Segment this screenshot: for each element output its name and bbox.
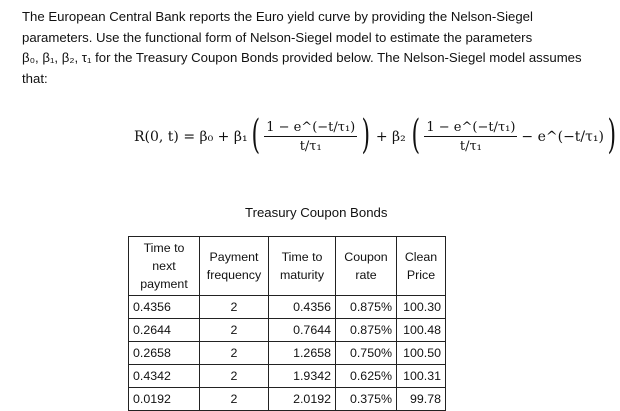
header-coupon-rate: Coupon rate xyxy=(336,237,397,296)
table-caption: Treasury Coupon Bonds xyxy=(245,205,388,220)
left-paren-2: ( xyxy=(411,112,420,158)
right-paren-2: ) xyxy=(607,112,617,158)
text-line-2: parameters. Use the functional form of Nelson-Siegel model to estimate the parameters xyxy=(22,29,533,45)
left-paren: ( xyxy=(251,112,260,158)
cell-next-payment: 0.4356 xyxy=(129,296,200,319)
table-row xyxy=(129,319,446,342)
table-header-row xyxy=(129,237,446,296)
fraction-denominator-2: t/τ₁ xyxy=(459,139,482,154)
formula-lhs: R(0, t) = β₀ + β₁ xyxy=(134,129,248,145)
text-line-1: The European Central Bank reports the Euro yield curve by providing the Nelson-Siegel xyxy=(22,9,533,24)
cell-price: 100.30 xyxy=(397,296,446,319)
cell-maturity: 1.2658 xyxy=(269,342,336,365)
cell-frequency: 2 xyxy=(200,365,269,388)
problem-text xyxy=(22,7,607,89)
text-line-4: that: xyxy=(22,70,48,86)
bonds-table xyxy=(128,236,446,411)
cell-coupon: 0.625% xyxy=(336,365,397,388)
cell-price: 100.50 xyxy=(397,342,446,365)
cell-next-payment: 0.2644 xyxy=(129,319,200,342)
cell-coupon: 0.375% xyxy=(336,388,397,411)
nelson-siegel-formula xyxy=(134,112,620,162)
cell-frequency: 2 xyxy=(200,319,269,342)
header-payment-frequency: Payment frequency xyxy=(200,237,269,296)
cell-maturity: 0.7644 xyxy=(269,319,336,342)
text-line-3: β₀, β₁, β₂, τ₁ for the Treasury Coupon Bonds provided below. The Nelson-Siegel model assumes xyxy=(22,50,582,65)
cell-coupon: 0.875% xyxy=(336,319,397,342)
table-row xyxy=(129,388,446,411)
cell-price: 99.78 xyxy=(397,388,446,411)
cell-frequency: 2 xyxy=(200,296,269,319)
cell-coupon: 0.750% xyxy=(336,342,397,365)
cell-frequency: 2 xyxy=(200,388,269,411)
right-paren: ) xyxy=(361,112,371,158)
cell-next-payment: 0.2658 xyxy=(129,342,200,365)
formula-beta2: + β₂ xyxy=(375,129,406,145)
formula-fraction-1 xyxy=(264,120,357,154)
cell-next-payment: 0.4342 xyxy=(129,365,200,388)
cell-maturity: 2.0192 xyxy=(269,388,336,411)
fraction-numerator: 1 − e^(−t/τ₁) xyxy=(266,120,356,135)
table-row xyxy=(129,365,446,388)
header-clean-price: Clean Price xyxy=(397,237,446,296)
fraction-denominator: t/τ₁ xyxy=(299,139,322,154)
cell-price: 100.31 xyxy=(397,365,446,388)
cell-price: 100.48 xyxy=(397,319,446,342)
fraction-numerator-2: 1 − e^(−t/τ₁) xyxy=(426,120,516,135)
header-time-to-next-payment: Time to next payment xyxy=(129,237,200,296)
cell-maturity: 1.9342 xyxy=(269,365,336,388)
formula-fraction-2 xyxy=(424,120,517,154)
cell-coupon: 0.875% xyxy=(336,296,397,319)
cell-frequency: 2 xyxy=(200,342,269,365)
header-time-to-maturity: Time to maturity xyxy=(269,237,336,296)
formula-tail: − e^(−t/τ₁) xyxy=(521,129,604,145)
table-row xyxy=(129,296,446,319)
table-row xyxy=(129,342,446,365)
cell-maturity: 0.4356 xyxy=(269,296,336,319)
cell-next-payment: 0.0192 xyxy=(129,388,200,411)
